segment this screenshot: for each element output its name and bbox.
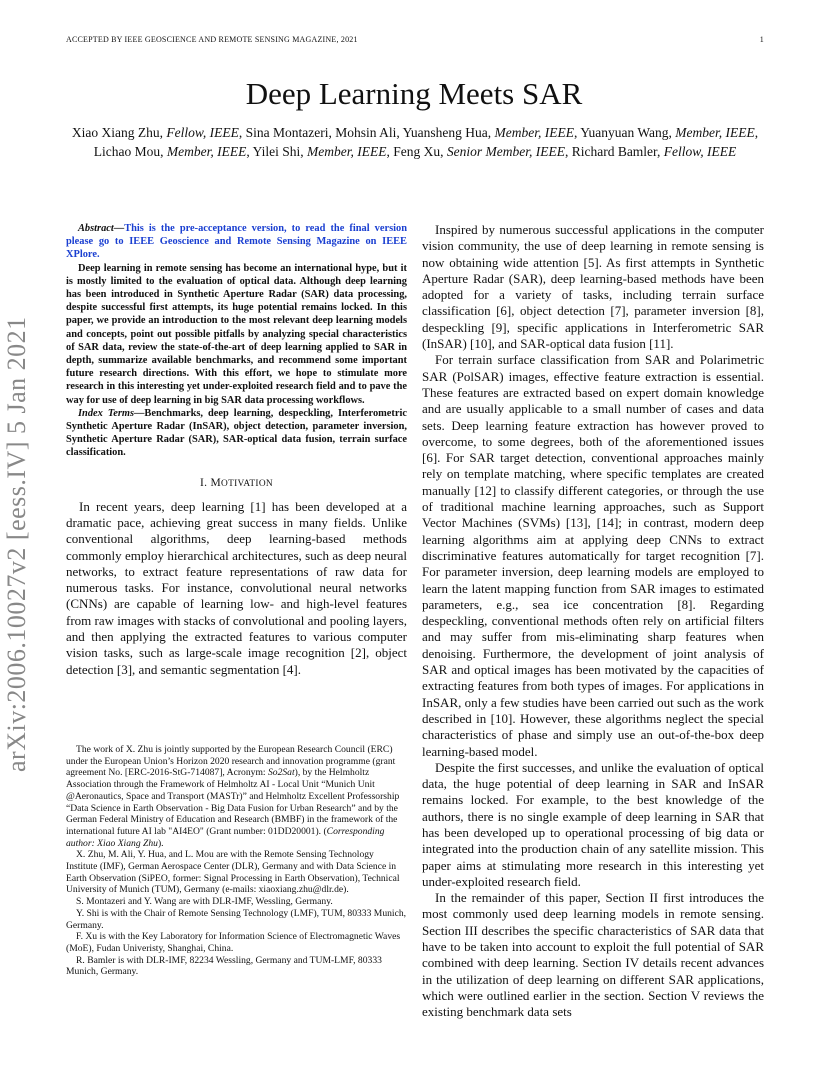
author-name: , Lichao Mou, <box>93 125 759 159</box>
author-name: , Yuanyuan Wang, <box>573 125 676 140</box>
author-name: , Yilei Shi, <box>246 144 307 159</box>
author-role: Member, IEEE <box>494 125 574 140</box>
motivation-paragraph: In recent years, deep learning [1] has been developed at a dramatic pace, achieving great success in many fields. Unlike conventional algorithms, deep learning-based methods commonly employ hierarchical architectures, such as deep neural networks, to extract feature representations of raw data for numerous tasks. For instance, convolutional neural networks (CNNs) are capable of learning low- and high-level features from raw images with stacks of convolutional and pooling layers, and then applying the extracted features to various computer vision tasks, such as large-scale image recognition [2], object detection [3], and semantic segmentation [4]. <box>66 498 407 677</box>
right-column <box>422 222 764 1021</box>
abstract-dash: — <box>113 223 125 234</box>
author-name: , Feng Xu, <box>386 144 447 159</box>
author-role: Member, IEEE <box>675 125 755 140</box>
abstract-label: Abstract <box>78 223 114 234</box>
affiliation-footnote: X. Zhu, M. Ali, Y. Hua, and L. Mou are with the Remote Sensing Technology Institute (IMF), German Aerospace Center (DLR), Germany and with Data Science in Earth Observation (SiPEO, former: Signal Processing in Earth Observation), Technical University of Munich (TUM), Germany (e-mails: xiaoxiang.zhu@dlr.de). <box>66 849 400 896</box>
body-paragraph: For terrain surface classification from SAR and Polarimetric SAR (PolSAR) images, effective feature extraction is essential. These features are extracted based on expert domain knowledge and are usually applicable to a small number of cases and data sets. Deep learning feature extraction has however proved to overcome, to some degrees, both of the aforementioned issues [6]. For SAR target detection, conventional approaches mainly rely on template matching, where specific templates are created manually [12] to classify different categories, or through the use of traditional machine learning approaches, such as Support Vector Machines (SVMs) [13], [14]; in contrast, modern deep learning algorithms aim at applying deep CNNs to extract discriminative features automatically for target recognition [7]. For parameter inversion, deep learning models are employed to learn the latent mapping function from SAR images to estimated parameters, e.g., sea ice concentration [8]. Regarding despeckling, conventional methods often rely on artificial filters and may suffer from mis-eliminating sharp features when denoising. Furthermore, the development of joint analysis of SAR and optical images has been motivated by the capacities of extracting features from both types of images. For applications in InSAR, only a few studies have been carried out such as the work described in [10]. However, these algorithms neglect the special characteristics of phase and simply use an out-of-the-box deep learning-based model. <box>422 352 764 759</box>
funding-text: The work of X. Zhu is jointly supported by the European Research Council (ERC) under the European Union’s Horizon 2020 research and innovation programme (grant agreement No. [ERC-2016-StG-714087], Acronym: <box>66 744 396 779</box>
footnotes <box>66 744 407 978</box>
affiliation-footnote: F. Xu is with the Key Laboratory for Information Science of Electromagnetic Waves (MoE), Fudan Univeristy, Shanghai, China. <box>66 931 401 954</box>
index-terms-label: Index Terms <box>78 407 135 419</box>
author-role: Fellow, IEEE <box>663 144 737 159</box>
author-name: Xiao Xiang Zhu, <box>71 125 167 140</box>
affiliation-footnote: Y. Shi is with the Chair of Remote Sensing Technology (LMF), TUM, 80333 Munich, Germany. <box>66 907 407 931</box>
author-role: Senior Member, IEEE <box>446 144 565 159</box>
funding-text: ). <box>157 837 164 849</box>
affiliation-footnote: S. Montazeri and Y. Wang are with DLR-IMF, Wessling, Germany. <box>76 896 333 908</box>
author-role: Fellow, IEEE <box>166 125 239 140</box>
funding-text: ), by the Helmholtz Association through the Framework of Helmholtz AI - Local Unit “Munich Unit @Aeronautics, Space and Transport (MASTr)” and Helmholtz Excellent Professorship “Data Science in Earth Observation - Big Data Fusion for Urban Research” and by the German Federal Ministry of Education and Research (BMBF) in the framework of the international future AI lab "AI4EO" (Grant number: 01DD20001). ( <box>66 767 400 837</box>
funding-footnote <box>66 744 407 849</box>
author-role: Member, IEEE <box>307 144 387 159</box>
section-numeral: I. <box>199 476 211 489</box>
abstract-text: Deep learning in remote sensing has become an international hype, but it is mostly limited to the evaluation of optical data. Although deep learning has been introduced in Synthetic Aperture Radar (SAR) data processing, despite successful first attempts, its huge potential remains locked. In this paper, we provide an introduction to the most relevant deep learning models and concepts, point out possible pitfalls by analyzing special characteristics of SAR data, review the state-of-the-art of deep learning applied to SAR in depth, summarize available benchmarks, and recommend some important future research directions. With this effort, we hope to stimulate more research in this interesting yet under-exploited research field and to pave the way for use of deep learning in big SAR data processing workflows. <box>66 262 407 406</box>
author-list <box>66 123 764 161</box>
index-terms <box>66 407 407 460</box>
author-name: , Richard Bamler, <box>564 144 664 159</box>
page-number: 1 <box>759 35 764 44</box>
paper-title: Deep Learning Meets SAR <box>245 76 583 111</box>
running-head <box>66 35 764 44</box>
corresponding-author: Corresponding author: Xiao Xiang Zhu <box>66 825 385 849</box>
author-name: , Sina Montazeri, Mohsin Ali, Yuansheng Hua, <box>238 125 495 140</box>
funding-acronym: So2Sat <box>267 767 295 779</box>
section-initial: M <box>210 476 221 489</box>
left-column <box>66 222 407 678</box>
index-terms-dash: — <box>134 407 145 419</box>
body-paragraph: Despite the first successes, and unlike the evaluation of optical data, the huge potential of deep learning in SAR and InSAR remains locked. For example, to the best knowledge of the authors, there is no single example of deep learning in SAR that has been developed up to operational processing of big data or integrated into the production chain of any satellite mission. This paper aims at stimulating more research in this interesting yet under-exploited research field. <box>422 759 764 889</box>
running-head-text: ACCEPTED BY IEEE GEOSCIENCE AND REMOTE SENSING MAGAZINE, 2021 <box>66 35 358 44</box>
section-rest: OTIVATION <box>221 478 273 489</box>
body-paragraph: Inspired by numerous successful applications in the computer vision community, the use of deep learning in remote sensing is now obtaining wide attention [5]. As first attempts in Synthetic Aperture Radar (SAR), deep learning-based methods have been adopted for a variety of tasks, including terrain surface classification [6], object detection [7], parameter inversion [8], despeckling [9], specific applications in Interferometric SAR (InSAR) [10], and SAR-optical data fusion [11]. <box>422 222 764 352</box>
section-heading-motivation <box>66 477 407 489</box>
body-paragraph: In the remainder of this paper, Section II first introduces the most commonly used deep learning models in remote sensing. Section III describes the specific characteristics of SAR data that have to be taken into account to exploit the full potential of SAR combined with deep learning. Section IV details recent advances in the utilization of deep learning on different SAR applications, which were outlined earlier in the section. Section V reviews the existing benchmark data sets <box>422 890 764 1020</box>
abstract <box>66 222 407 262</box>
affiliation-footnote: R. Bamler is with DLR-IMF, 82234 Wessling, Germany and TUM-LMF, 80333 Munich, Germany. <box>66 954 382 978</box>
author-role: Member, IEEE <box>166 144 247 159</box>
index-terms-text: Benchmarks, deep learning, despeckling, Interferometric Synthetic Aperture Radar (InSAR), object detection, parameter inversion, Synthetic Aperture Radar (SAR), SAR-optical data fusion, terrain surface classification. <box>66 407 407 459</box>
preacceptance-link[interactable]: This is the pre-acceptance version, to read the final version please go to IEEE Geoscience and Remote Sensing Magazine on IEEE XPlore. <box>66 223 407 261</box>
arxiv-side-stamp: arXiv:2006.10027v2 [eess.IV] 5 Jan 2021 <box>2 316 31 772</box>
